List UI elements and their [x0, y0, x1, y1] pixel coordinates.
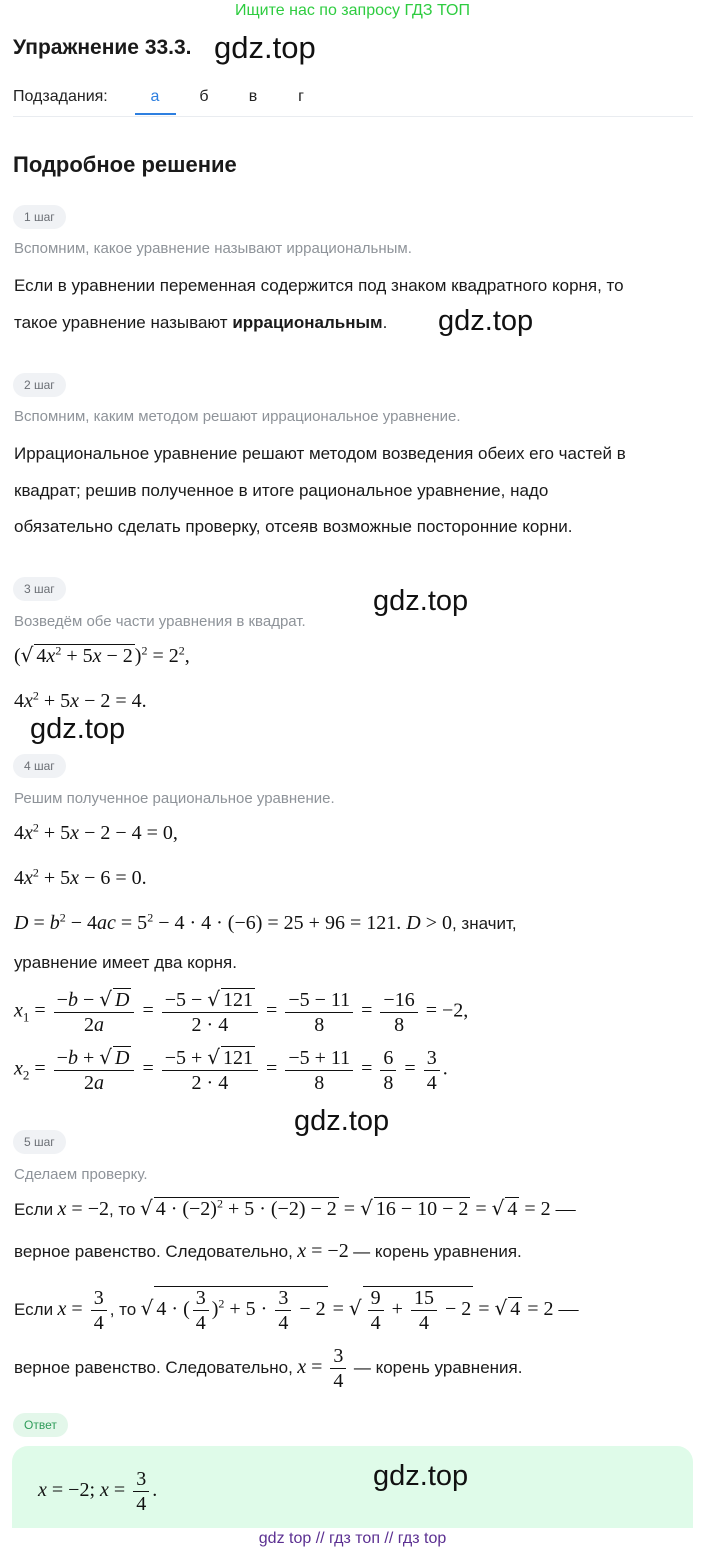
step-text-1-line-1: Если в уравнении переменная содержится под знаком квадратного корня, то	[14, 276, 624, 295]
subtasks-label: Подзадания:	[13, 88, 108, 105]
active-tab-indicator	[135, 113, 176, 115]
step-hint-2: Вспомним, каким методом решают иррациональное уравнение.	[14, 408, 461, 425]
watermark: gdz.top	[373, 585, 469, 617]
step-hint-3: Возведём обе части уравнения в квадрат.	[14, 613, 306, 630]
watermark: gdz.top	[30, 713, 126, 745]
watermark: gdz.top	[294, 1105, 390, 1137]
step-text-2-line-2: квадрат; решив полученное в итоге рациональное уравнение, надо	[14, 481, 549, 500]
equation-moved: $4x^2 + 5x - 2 - 4 = 0$,	[14, 820, 178, 844]
tab-a[interactable]: а	[150, 88, 160, 105]
step-badge-2: 2 шаг	[13, 373, 66, 397]
equation-squared: (√ $4x^2 + 5x - 2$ )$^2 = 2^2$,	[14, 643, 190, 667]
watermark: gdz.top	[373, 1460, 469, 1492]
tab-b[interactable]: б	[199, 88, 209, 105]
footer-links[interactable]: gdz top // гдз топ // гдз top	[258, 1530, 447, 1547]
exercise-title: Упражнение 33.3.	[13, 36, 192, 59]
step-badge-5: 5 шаг	[13, 1130, 66, 1154]
step-badge-1: 1 шаг	[13, 205, 66, 229]
watermark: gdz.top	[214, 30, 316, 65]
root-x2: $x_2$ = $\frac{-b + √ D}{2a}$ = $\frac{-5 + √ 121}{2 \cdot 4}$ = $\frac{-5 + 11}{8}$ = $\frac{6}{8}$ = $\frac{3}{4}$ .	[14, 1045, 448, 1094]
step-text-2-line-3: обязательно сделать проверку, отсеяв возможные посторонние корни.	[14, 517, 573, 536]
step-badge-4: 4 шаг	[13, 754, 66, 778]
step-text-1-line-2: такое уравнение называют иррациональным.	[14, 313, 388, 332]
step-hint-4: Решим полученное рациональное уравнение.	[14, 790, 335, 807]
watermark: gdz.top	[438, 305, 534, 337]
step-hint-1: Вспомним, какое уравнение называют иррациональным.	[14, 240, 412, 257]
check-x1-conclusion: верное равенство. Следовательно, x = −2 — корень уравнения.	[14, 1240, 522, 1262]
check-x2-conclusion: верное равенство. Следовательно, x = $\frac{3}{4}$ — корень уравнения.	[14, 1345, 523, 1392]
root-x1: $x_1$ = $\frac{-b - √ D}{2a}$ = $\frac{-5 - √ 121}{2 \cdot 4}$ = $\frac{-5 - 11}{8}$ = $\frac{-16}{8}$ = −2,	[14, 987, 469, 1036]
discriminant-line: $D = b^2 - 4ac = 5^2 - 4 \cdot 4 \cdot (-6) = 25 + 96 = 121$. D > 0, значит,	[14, 910, 517, 934]
step-hint-5: Сделаем проверку.	[14, 1166, 148, 1183]
two-roots-text: уравнение имеет два корня.	[14, 953, 237, 972]
tab-g[interactable]: г	[298, 88, 304, 105]
divider	[13, 116, 693, 117]
equation-simplified: $4x^2 + 5x - 2 = 4$.	[14, 688, 147, 712]
equation-quadratic: $4x^2 + 5x - 6 = 0$.	[14, 865, 147, 889]
tab-v[interactable]: в	[248, 88, 258, 105]
answer-badge: Ответ	[13, 1413, 68, 1437]
section-title: Подробное решение	[13, 152, 237, 177]
step-badge-3: 3 шаг	[13, 577, 66, 601]
check-x2: Если x = $\frac{3}{4}$ , то √ 4 · ( $\frac{3}{4}$ )$^2$ + 5 · $\frac{3}{4}$ − 2 = √ $\frac{9}{4}$ + $\frac{15}{4}$ − 2 = √ 4 = 2 —	[14, 1287, 579, 1334]
search-banner: Ищите нас по запросу ГДЗ ТОП	[235, 2, 470, 19]
step-text-2-line-1: Иррациональное уравнение решают методом возведения обеих его частей в	[14, 444, 626, 463]
answer-formula: x = −2; x = $\frac{3}{4}$ .	[38, 1468, 158, 1515]
check-x1: Если x = −2, то √ $4 \cdot (-2)^2 + 5 \cdot (-2) - 2$ = √ 16 − 10 − 2 = √ 4 = 2 —	[14, 1196, 576, 1220]
